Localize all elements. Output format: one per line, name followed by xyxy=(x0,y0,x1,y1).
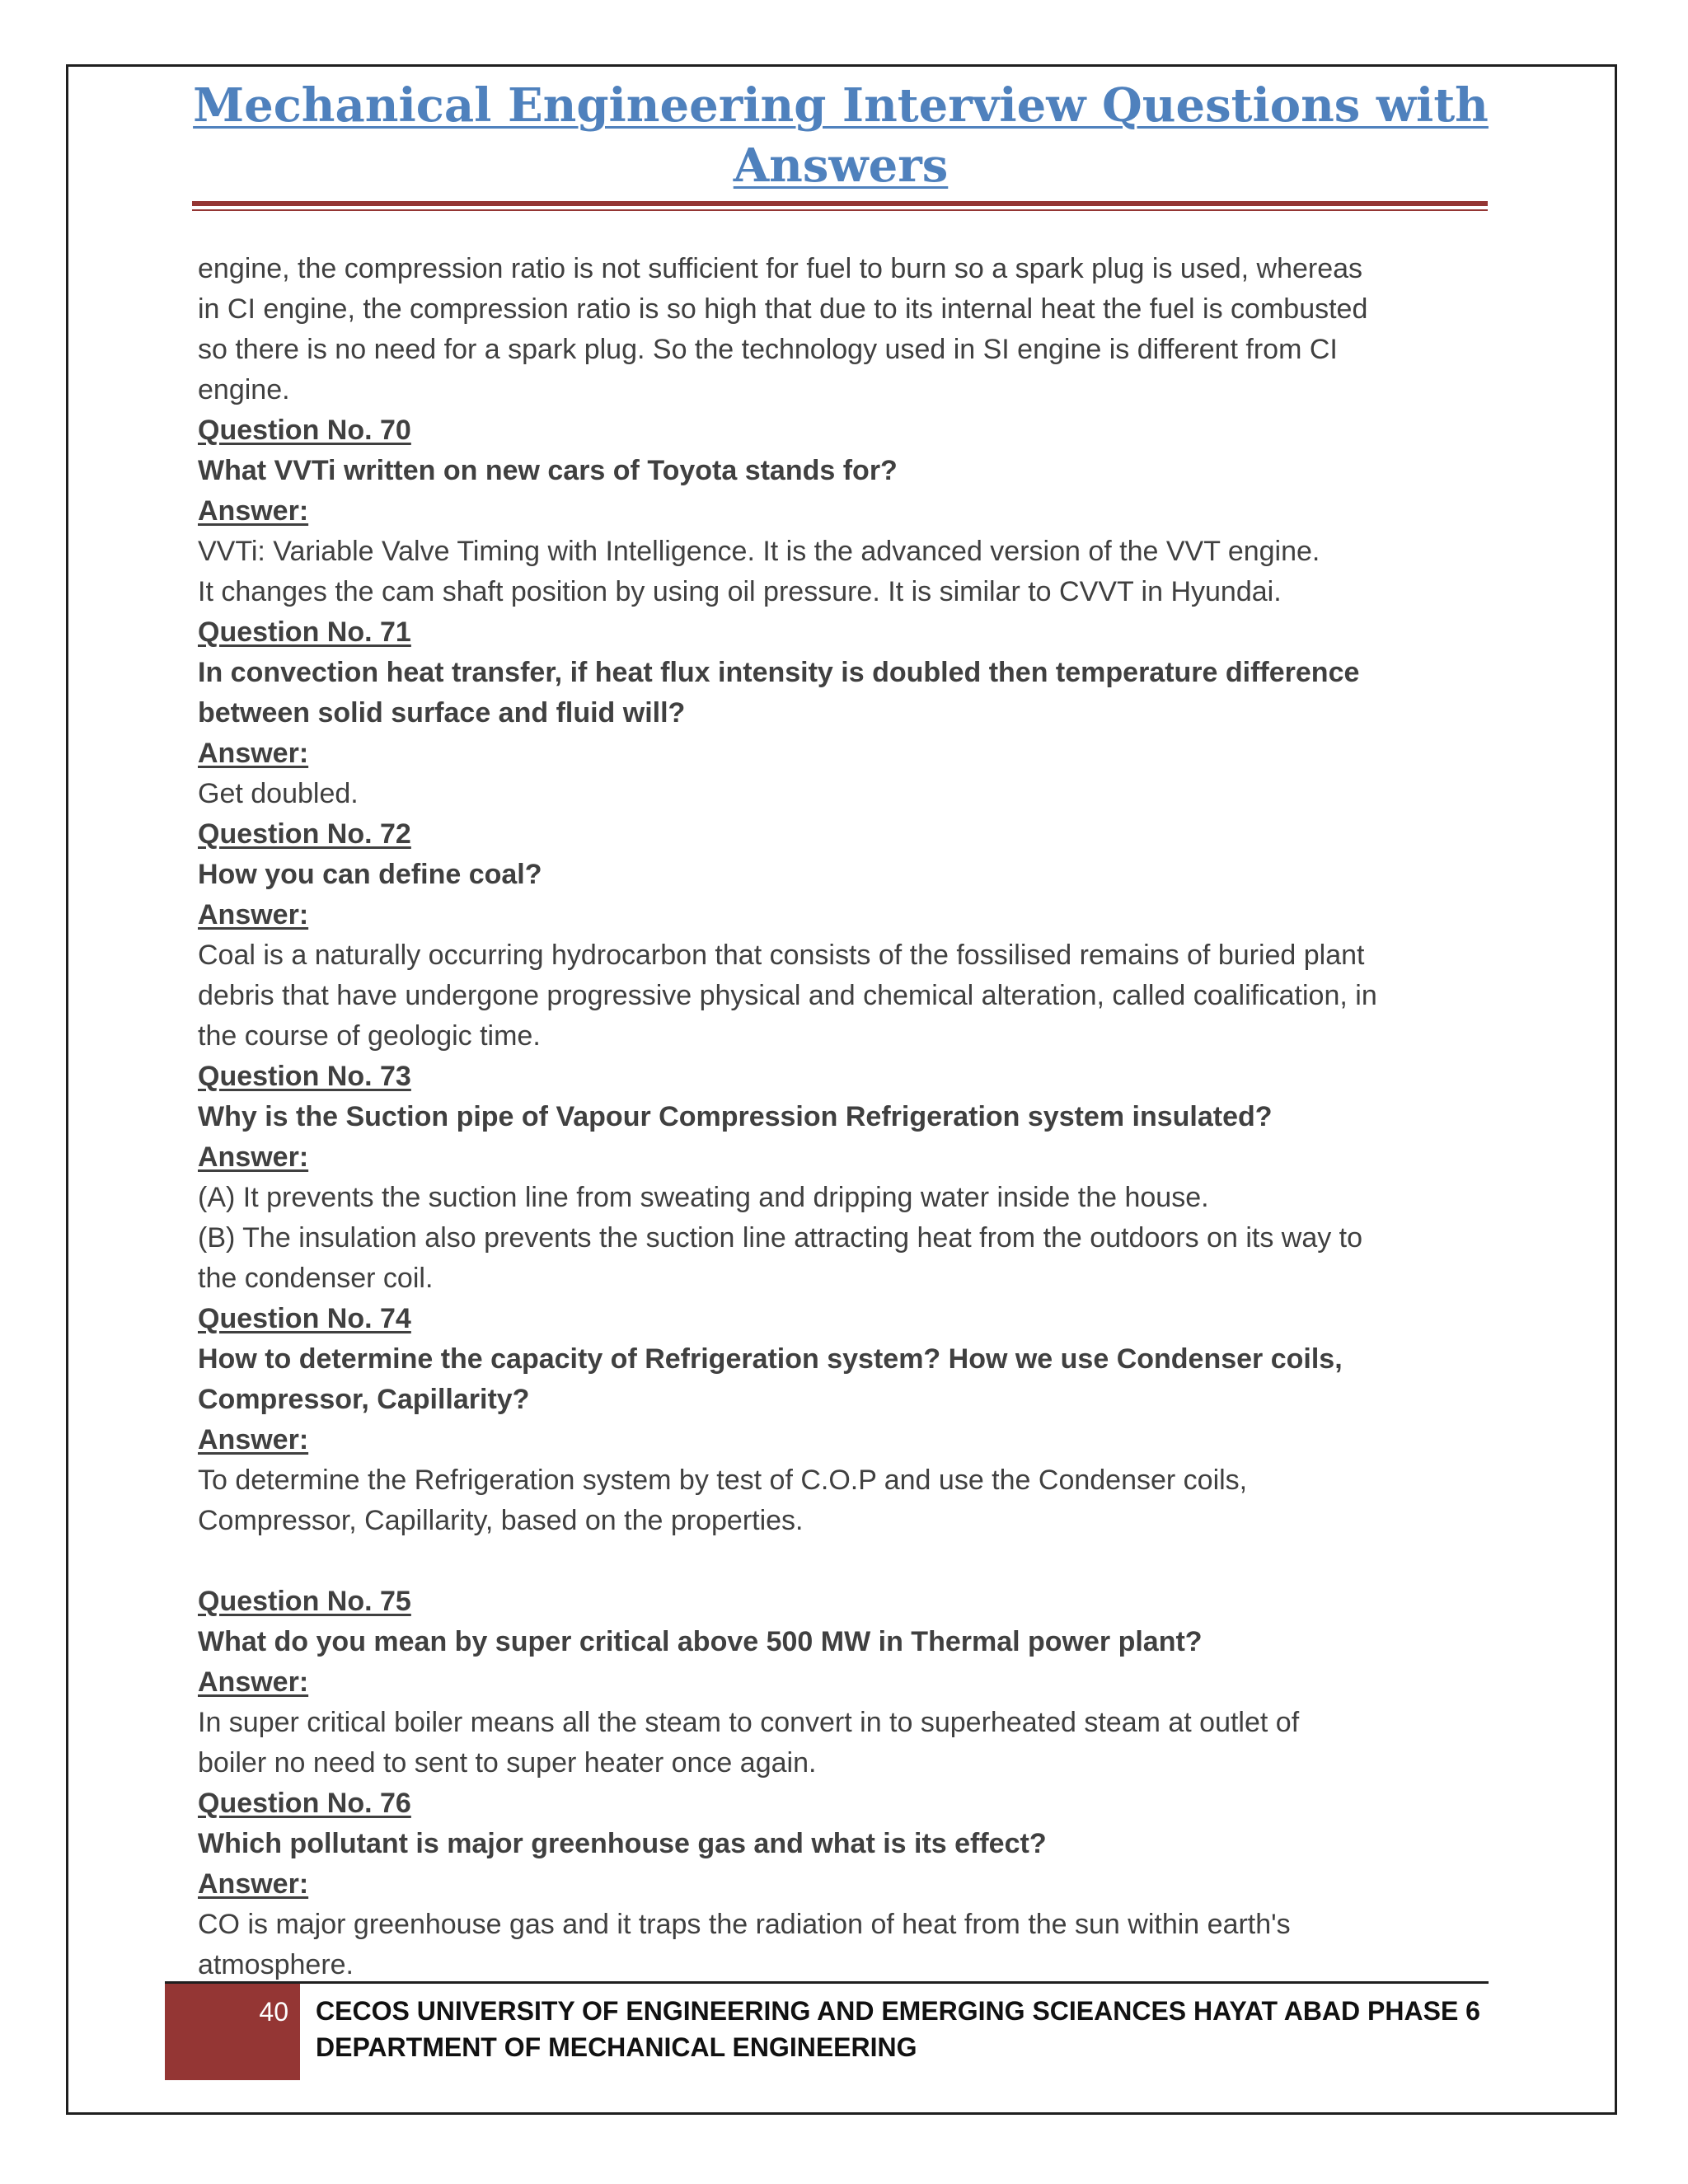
answer-text: the condenser coil. xyxy=(198,1263,434,1294)
question-block-71 xyxy=(198,612,1492,814)
page-title-line-1: Mechanical Engineering Interview Questions with xyxy=(193,78,1489,133)
answer-text: CO is major greenhouse gas and it traps the radiation of heat from the sun within earth's xyxy=(198,1909,1291,1940)
answer-text: (B) The insulation also prevents the suction line attracting heat from the outdoors on its way to xyxy=(198,1222,1363,1254)
question-number: Question No. 76 xyxy=(198,1788,411,1819)
footer-text xyxy=(316,1993,1486,2065)
answer-label: Answer: xyxy=(198,738,309,769)
text-line: engine, the compression ratio is not sufficient for fuel to burn so a spark plug is used, whereas xyxy=(198,253,1363,284)
blank-line xyxy=(198,1541,1492,1582)
question-block-72 xyxy=(198,814,1492,1057)
footer-department: DEPARTMENT OF MECHANICAL ENGINEERING xyxy=(316,2032,917,2062)
question-text: How you can define coal? xyxy=(198,859,542,890)
answer-text: Coal is a naturally occurring hydrocarbon that consists of the fossilised remains of buried plant xyxy=(198,940,1365,971)
question-number: Question No. 75 xyxy=(198,1586,411,1617)
header-divider-thick xyxy=(192,201,1488,206)
question-block-76 xyxy=(198,1783,1492,1985)
question-number: Question No. 71 xyxy=(198,616,411,648)
answer-text: To determine the Refrigeration system by test of C.O.P and use the Condenser coils, xyxy=(198,1465,1248,1496)
question-number: Question No. 70 xyxy=(198,415,411,446)
text-line: so there is no need for a spark plug. So the technology used in SI engine is different from CI xyxy=(198,334,1338,365)
answer-label: Answer: xyxy=(198,1868,309,1900)
intro-paragraph xyxy=(198,249,1492,410)
answer-text: Get doubled. xyxy=(198,778,359,809)
question-text: Compressor, Capillarity? xyxy=(198,1384,530,1415)
question-text: between solid surface and fluid will? xyxy=(198,697,686,729)
page-number: 40 xyxy=(259,1997,288,2027)
question-text: What VVTi written on new cars of Toyota stands for? xyxy=(198,455,898,486)
footer-page-badge xyxy=(165,1984,300,2080)
question-number: Question No. 73 xyxy=(198,1061,411,1092)
footer-university: CECOS UNIVERSITY OF ENGINEERING AND EMERGING SCIEANCES HAYAT ABAD PHASE 6 xyxy=(316,1996,1480,2026)
question-block-74 xyxy=(198,1299,1492,1541)
answer-text: (A) It prevents the suction line from sweating and dripping water inside the house. xyxy=(198,1182,1209,1213)
question-text: How to determine the capacity of Refrigeration system? How we use Condenser coils, xyxy=(198,1343,1343,1375)
answer-label: Answer: xyxy=(198,899,309,930)
page-title xyxy=(190,76,1492,196)
question-text: Why is the Suction pipe of Vapour Compression Refrigeration system insulated? xyxy=(198,1101,1273,1132)
question-text: In convection heat transfer, if heat flux intensity is doubled then temperature difference xyxy=(198,657,1360,688)
answer-label: Answer: xyxy=(198,495,309,527)
question-block-73 xyxy=(198,1057,1492,1299)
answer-text: It changes the cam shaft position by using oil pressure. It is similar to CVVT in Hyundai. xyxy=(198,576,1282,607)
answer-text: the course of geologic time. xyxy=(198,1020,541,1052)
answer-label: Answer: xyxy=(198,1141,309,1173)
header-divider-thin xyxy=(192,209,1488,211)
footer-divider xyxy=(165,1981,1489,1984)
answer-text: debris that have undergone progressive physical and chemical alteration, called coalification, in xyxy=(198,980,1377,1011)
question-block-70 xyxy=(198,410,1492,612)
answer-text: In super critical boiler means all the steam to convert in to superheated steam at outlet of xyxy=(198,1707,1300,1738)
document-body xyxy=(198,249,1492,1985)
question-text: Which pollutant is major greenhouse gas and what is its effect? xyxy=(198,1828,1047,1859)
answer-text: boiler no need to sent to super heater once again. xyxy=(198,1747,817,1779)
answer-text: atmosphere. xyxy=(198,1949,354,1980)
question-text: What do you mean by super critical above 500 MW in Thermal power plant? xyxy=(198,1626,1203,1657)
answer-text: VVTi: Variable Valve Timing with Intelligence. It is the advanced version of the VVT engine. xyxy=(198,536,1320,567)
text-line: in CI engine, the compression ratio is so high that due to its internal heat the fuel is combusted xyxy=(198,293,1368,325)
answer-label: Answer: xyxy=(198,1424,309,1455)
question-block-75 xyxy=(198,1582,1492,1783)
page-title-line-2: Answers xyxy=(733,138,949,193)
answer-text: Compressor, Capillarity, based on the properties. xyxy=(198,1505,804,1536)
question-number: Question No. 72 xyxy=(198,818,411,850)
question-number: Question No. 74 xyxy=(198,1303,411,1334)
text-line: engine. xyxy=(198,374,290,405)
answer-label: Answer: xyxy=(198,1666,309,1698)
